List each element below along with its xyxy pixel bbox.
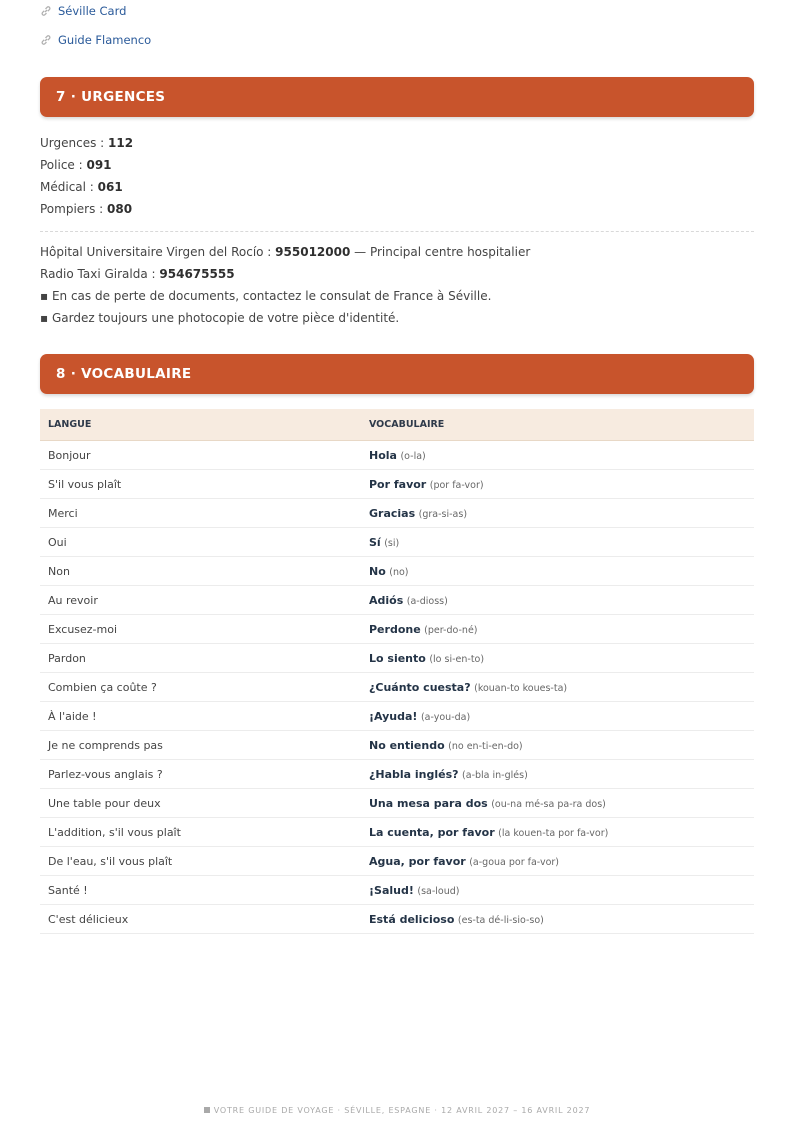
footer-text: VOTRE GUIDE DE VOYAGE · SÉVILLE, ESPAGNE · 12 AVRIL 2027 – 16 AVRIL 2027 — [213, 1106, 591, 1115]
pronunciation: (o-la) — [400, 450, 426, 462]
table-row — [40, 818, 754, 847]
tip-identity — [40, 311, 399, 325]
contact-label: Radio Taxi Giralda : — [40, 267, 160, 281]
pronunciation: (no) — [389, 566, 409, 578]
pronunciation: (a-goua por fa-vor) — [469, 856, 560, 868]
pronunciation: (no en-ti-en-do) — [448, 740, 523, 752]
spanish-phrase: La cuenta, por favor — [369, 825, 495, 839]
square-icon — [204, 1107, 210, 1113]
contact-number: 954675555 — [159, 267, 235, 281]
french-phrase: Combien ça coûte ? — [40, 673, 361, 702]
french-phrase: C'est délicieux — [40, 905, 361, 934]
spanish-cell — [361, 557, 754, 586]
spanish-cell — [361, 528, 754, 557]
spanish-cell — [361, 586, 754, 615]
spanish-phrase: Agua, por favor — [369, 854, 466, 868]
emergency-number: 061 — [97, 180, 123, 194]
contact-note: — Principal centre hospitalier — [350, 245, 531, 259]
spanish-cell — [361, 731, 754, 760]
spanish-cell — [361, 847, 754, 876]
table-row — [40, 528, 754, 557]
page-footer — [0, 1106, 794, 1115]
contact-hospital — [40, 245, 530, 259]
pronunciation: (a-you-da) — [420, 711, 471, 723]
section-header-urgences — [40, 77, 754, 117]
spanish-phrase: ¡Salud! — [369, 883, 414, 897]
french-phrase: L'addition, s'il vous plaît — [40, 818, 361, 847]
french-phrase: S'il vous plaît — [40, 470, 361, 499]
emergency-label: Urgences : — [40, 136, 109, 150]
link-icon — [40, 34, 52, 46]
contact-label: Hôpital Universitaire Virgen del Rocío : — [40, 245, 276, 259]
section-title: 8 · VOCABULAIRE — [56, 366, 192, 382]
pronunciation: (si) — [384, 537, 400, 549]
spanish-cell — [361, 470, 754, 499]
link-seville-card[interactable] — [40, 1, 126, 21]
spanish-phrase: Está delicioso — [369, 912, 455, 926]
pronunciation: (sa-loud) — [417, 885, 460, 897]
spanish-phrase: Perdone — [369, 622, 421, 636]
emergency-label: Médical : — [40, 180, 98, 194]
french-phrase: Santé ! — [40, 876, 361, 905]
table-row — [40, 499, 754, 528]
emergency-label: Police : — [40, 158, 87, 172]
table-row — [40, 586, 754, 615]
pronunciation: (gra-si-as) — [418, 508, 468, 520]
dashed-divider — [40, 231, 754, 232]
spanish-cell — [361, 673, 754, 702]
spanish-phrase: ¿Cuánto cuesta? — [369, 680, 471, 694]
link-icon — [40, 5, 52, 17]
contact-taxi — [40, 267, 235, 281]
column-header-langue: LANGUE — [40, 409, 361, 441]
pronunciation: (per-do-né) — [424, 624, 478, 636]
spanish-phrase: No entiendo — [369, 738, 445, 752]
emergency-number: 080 — [107, 202, 133, 216]
table-header-row — [40, 409, 754, 441]
tip-documents — [40, 289, 491, 303]
table-row — [40, 876, 754, 905]
spanish-phrase: Lo siento — [369, 651, 426, 665]
french-phrase: Je ne comprends pas — [40, 731, 361, 760]
spanish-phrase: Por favor — [369, 477, 427, 491]
table-row — [40, 760, 754, 789]
link-label[interactable]: Séville Card — [58, 4, 127, 18]
french-phrase: Excusez-moi — [40, 615, 361, 644]
tip-text: ▪ En cas de perte de documents, contactez le consulat de France à Séville. — [40, 289, 492, 303]
table-row — [40, 731, 754, 760]
contact-number: 955012000 — [275, 245, 351, 259]
french-phrase: À l'aide ! — [40, 702, 361, 731]
table-row — [40, 644, 754, 673]
spanish-cell — [361, 644, 754, 673]
emergency-medical — [40, 180, 123, 194]
pronunciation: (ou-na mé-sa pa-ra dos) — [491, 798, 606, 810]
pronunciation: (kouan-to koues-ta) — [474, 682, 568, 694]
table-row — [40, 702, 754, 731]
table-row — [40, 470, 754, 499]
spanish-phrase: Adiós — [369, 593, 404, 607]
french-phrase: Parlez-vous anglais ? — [40, 760, 361, 789]
spanish-cell — [361, 702, 754, 731]
spanish-phrase: No — [369, 564, 386, 578]
pronunciation: (lo si-en-to) — [429, 653, 485, 665]
spanish-cell — [361, 760, 754, 789]
pronunciation: (a-bla in-glés) — [462, 769, 528, 781]
spanish-cell — [361, 876, 754, 905]
spanish-phrase: Hola — [369, 448, 397, 462]
emergency-number: 112 — [108, 136, 134, 150]
pronunciation: (es-ta dé-li-sio-so) — [457, 914, 544, 926]
section-header-vocabulaire — [40, 354, 754, 394]
emergency-pompiers — [40, 202, 132, 216]
column-header-vocabulaire: VOCABULAIRE — [361, 409, 754, 441]
spanish-phrase: Una mesa para dos — [369, 796, 488, 810]
table-row — [40, 441, 754, 470]
table-row — [40, 847, 754, 876]
spanish-phrase: ¿Habla inglés? — [369, 767, 459, 781]
link-guide-flamenco[interactable] — [40, 30, 151, 50]
emergency-police — [40, 158, 112, 172]
french-phrase: Non — [40, 557, 361, 586]
spanish-phrase: ¡Ayuda! — [369, 709, 418, 723]
french-phrase: Merci — [40, 499, 361, 528]
table-row — [40, 557, 754, 586]
spanish-cell — [361, 818, 754, 847]
french-phrase: Oui — [40, 528, 361, 557]
spanish-cell — [361, 441, 754, 470]
spanish-phrase: Sí — [369, 535, 381, 549]
french-phrase: Au revoir — [40, 586, 361, 615]
link-label[interactable]: Guide Flamenco — [58, 33, 152, 47]
vocab-table-body — [40, 441, 754, 934]
table-row — [40, 673, 754, 702]
french-phrase: De l'eau, s'il vous plaît — [40, 847, 361, 876]
vocab-table — [40, 409, 754, 934]
spanish-cell — [361, 615, 754, 644]
section-title: 7 · URGENCES — [56, 89, 166, 105]
emergency-urgences — [40, 136, 133, 150]
spanish-cell — [361, 789, 754, 818]
french-phrase: Bonjour — [40, 441, 361, 470]
pronunciation: (la kouen-ta por fa-vor) — [498, 827, 609, 839]
table-row — [40, 789, 754, 818]
spanish-cell — [361, 499, 754, 528]
spanish-phrase: Gracias — [369, 506, 416, 520]
spanish-cell — [361, 905, 754, 934]
emergency-label: Pompiers : — [40, 202, 108, 216]
pronunciation: (a-dioss) — [406, 595, 448, 607]
table-row — [40, 615, 754, 644]
tip-text: ▪ Gardez toujours une photocopie de votre pièce d'identité. — [40, 311, 400, 325]
french-phrase: Une table pour deux — [40, 789, 361, 818]
pronunciation: (por fa-vor) — [429, 479, 484, 491]
french-phrase: Pardon — [40, 644, 361, 673]
table-row — [40, 905, 754, 934]
emergency-number: 091 — [86, 158, 112, 172]
